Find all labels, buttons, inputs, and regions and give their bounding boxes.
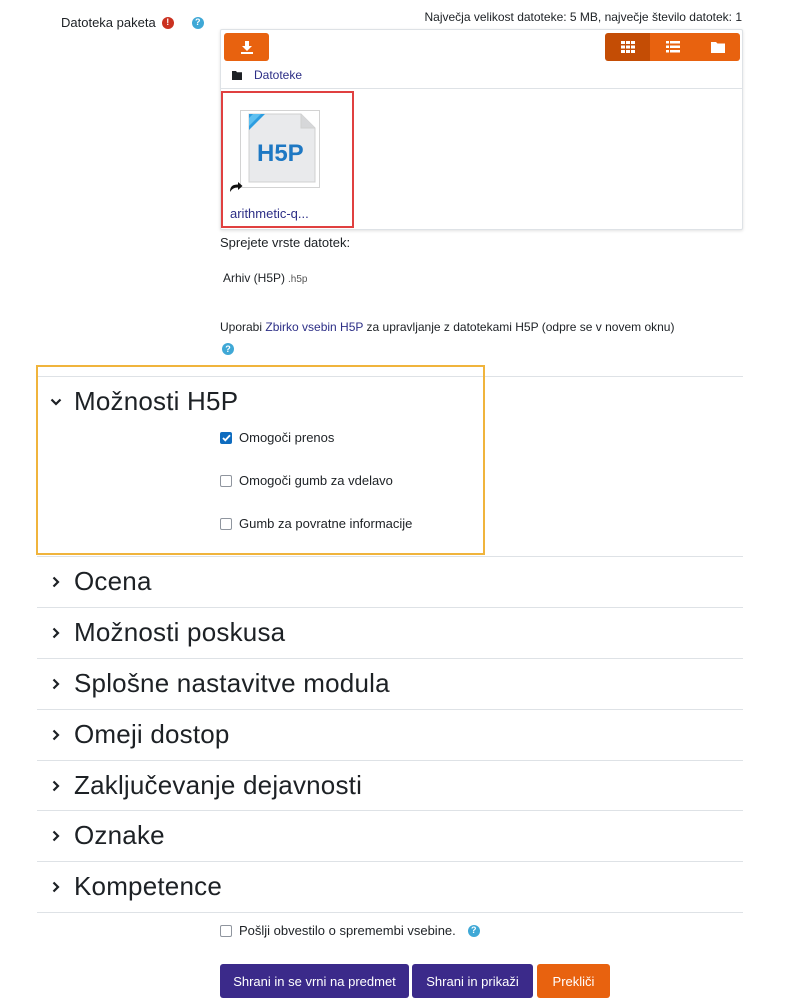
chevron-right-icon (46, 877, 66, 897)
section-divider (37, 658, 743, 659)
chevron-right-icon (46, 776, 66, 796)
checkbox-checked[interactable] (220, 432, 232, 444)
accepted-type-extension: .h5p (288, 274, 308, 285)
section-title: Ocena (74, 566, 152, 596)
h5p-note-after: za upravljanje z datotekami H5P (odpre se v novem oknu) (363, 320, 675, 334)
notify-label: Pošlji obvestilo o spremembi vsebine. (239, 923, 456, 938)
file-limits-text: Največja velikost datoteke: 5 MB, največje število datotek: 1 (424, 10, 742, 24)
section-completion-toggle[interactable] (46, 770, 362, 801)
section-divider (37, 556, 743, 557)
accepted-type-name: Arhiv (H5P) (223, 271, 286, 285)
breadcrumb (232, 68, 302, 82)
option-label: Omogoči gumb za vdelavo (239, 473, 393, 488)
checkbox[interactable] (220, 925, 232, 937)
option-label: Gumb za povratne informacije (239, 516, 413, 531)
file-thumbnail[interactable] (240, 110, 320, 188)
chevron-right-icon (46, 725, 66, 745)
file-manager-divider (221, 88, 742, 89)
file-name-link[interactable]: arithmetic-q... (230, 206, 309, 221)
option-label: Omogoči prenos (239, 430, 335, 445)
option-feedback-button[interactable] (220, 516, 412, 531)
file-package-label-text: Datoteka paketa (61, 15, 156, 30)
section-title: Kompetence (74, 871, 222, 901)
cancel-button[interactable]: Prekliči (537, 964, 610, 998)
h5p-file-icon (241, 111, 319, 187)
list-icon (666, 41, 680, 53)
option-enable-download[interactable] (220, 430, 334, 445)
section-title: Oznake (74, 820, 165, 850)
chevron-right-icon (46, 572, 66, 592)
section-divider (37, 709, 743, 710)
folder-icon (711, 41, 725, 53)
save-and-return-button[interactable]: Shrani in se vrni na predmet (220, 964, 409, 998)
help-icon[interactable]: ? (222, 343, 234, 355)
section-tags-toggle[interactable] (46, 820, 165, 851)
section-divider (37, 912, 743, 913)
section-title: Možnosti poskusa (74, 617, 286, 647)
view-switcher (605, 33, 740, 61)
view-list-button[interactable] (650, 33, 695, 61)
view-icons-button[interactable] (605, 33, 650, 61)
check-icon (222, 434, 231, 442)
section-title: Zaključevanje dejavnosti (74, 770, 363, 800)
section-divider (37, 607, 743, 608)
section-restrict-access-toggle[interactable] (46, 719, 230, 750)
chevron-down-icon (46, 392, 66, 412)
h5p-bank-note (220, 320, 674, 334)
checkbox[interactable] (220, 518, 232, 530)
help-icon[interactable]: ? (192, 17, 204, 29)
option-enable-embed[interactable] (220, 473, 393, 488)
required-icon: ! (162, 17, 174, 29)
section-divider (37, 760, 743, 761)
chevron-right-icon (46, 623, 66, 643)
section-divider (37, 810, 743, 811)
h5p-logo-text: H5P (257, 140, 304, 167)
section-h5p-options-toggle[interactable] (46, 386, 238, 417)
file-package-label (61, 15, 204, 30)
notify-content-change[interactable] (220, 923, 480, 938)
section-title: Možnosti H5P (74, 386, 239, 416)
h5p-note-before: Uporabi (220, 320, 266, 334)
section-grade-toggle[interactable] (46, 566, 152, 597)
help-icon[interactable]: ? (468, 925, 480, 937)
section-attempt-options-toggle[interactable] (46, 617, 285, 648)
section-competencies-toggle[interactable] (46, 871, 222, 902)
save-and-display-button[interactable]: Shrani in prikaži (412, 964, 533, 998)
accepted-types-title: Sprejete vrste datotek: (220, 235, 351, 250)
chevron-right-icon (46, 674, 66, 694)
download-button[interactable] (224, 33, 269, 61)
accepted-type (223, 271, 307, 285)
section-title: Omeji dostop (74, 719, 230, 749)
h5p-content-bank-link[interactable]: Zbirko vsebin H5P (265, 320, 364, 334)
section-title: Splošne nastavitve modula (74, 668, 390, 698)
section-divider (37, 861, 743, 862)
alias-arrow-icon (229, 180, 243, 198)
section-common-settings-toggle[interactable] (46, 668, 390, 699)
breadcrumb-files-link[interactable]: Datoteke (254, 68, 303, 82)
checkbox[interactable] (220, 475, 232, 487)
chevron-right-icon (46, 826, 66, 846)
download-icon (240, 40, 254, 54)
folder-icon (232, 71, 242, 80)
view-tree-button[interactable] (695, 33, 740, 61)
grid-icon (621, 41, 635, 53)
